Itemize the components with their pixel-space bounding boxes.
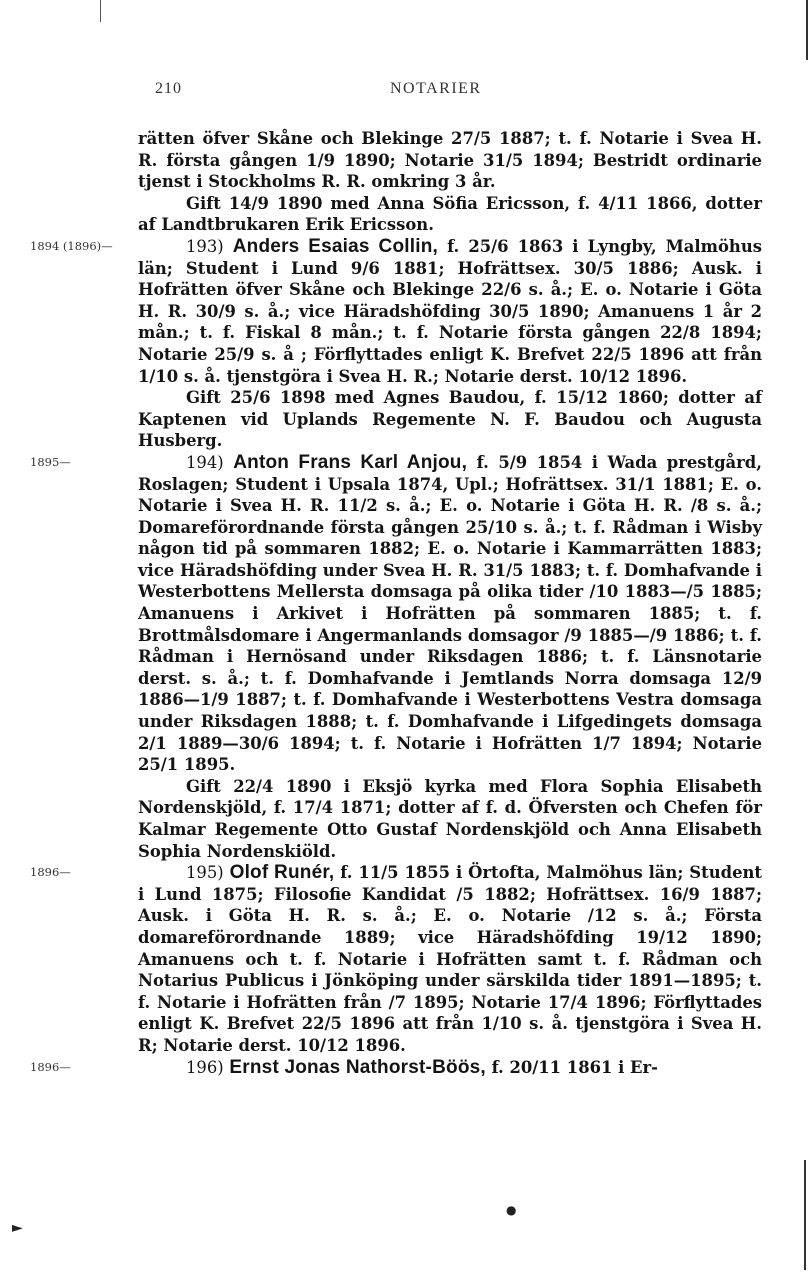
entry-name: Ernst Jonas Nathorst-Böös, [229,1056,486,1078]
entry-text: f. 25/6 1863 i Lyngby, Malmöhus län; Student i Lund 9/6 1881; Hofrättsex. 30/5 1886; Ausk. i Hofrätten öfver Skåne och Blekinge 22/6 s. å.; E. o. Notarie i Göta H. R. 30/9 s. å.; vice Häradshöfding 30/5 1890; Amanuens 1 år 2 mån.; t. f. Fiskal 8 mån.; t. f. Notarie första gången 22/8 1894; Notarie 25/9 s. å ; Förflyttades enligt K. Brefvet 22/5 1896 att från 1/10 s. å. tjenstgöra i Svea H. R.; Notarie derst. 10/12 1896. [138,236,762,386]
entry-number: 195) [186,863,224,883]
scan-edge-line [100,0,101,22]
entry-194 [30,451,762,862]
page-header [0,80,808,104]
scan-edge-line [804,1160,806,1270]
margin-year: 1896— [30,865,71,880]
entry-text: f. 20/11 1861 i Er- [491,1057,658,1077]
entry-text: f. 11/5 1855 i Örtofta, Malmöhus län; Student i Lund 1875; Filosofie Kandidat /5 1882; Hofrättsex. 16/9 1887; Ausk. i Göta H. R. s. å.; E. o. Notarie /12 s. å.; Första domareförordnande 1889; vice Häradshöfding 19/12 1890; Amanuens och t. f. Notarie i Hofrätten samt t. f. Rådman och Notarius Publicus i Jönköping under särskilda tider 1891—1895; t. f. Notarie i Hofrätten från /7 1895; Notarie 17/4 1896; Förflyttades enligt K. Brefvet 22/5 1896 att från 1/10 s. å. tjenstgöra i Svea H. R; Notarie derst. 10/12 1896. [138,863,762,1055]
entry-195 [30,862,762,1056]
page-text [30,128,762,1078]
scan-corner-mark: ► [12,1220,23,1236]
entry-text: f. 5/9 1854 i Wada prestgård, Roslagen; Student i Upsala 1874, Upl.; Hofrättsex. 31/1 1881; E. o. Notarie i Svea H. R. 11/2 s. å.; E. o. Notarie i Göta H. R. /8 s. å.; Domareförordnande första gången 25/10 s. å.; t. f. Rådman i Wisby någon tid på sommaren 1882; E. o. Notarie i Kammarrätten 1883; vice Häradshöfding under Svea H. R. 31/5 1883; t. f. Domhafvande i Westerbottens Mellersta domsaga på olika tider /10 1883—/5 1885; Amanuens i Arkivet i Hofrätten på sommaren 1885; t. f. Brottmålsdomare i Angermanlands domsagor /9 1885—/9 1886; t. f. Rådman i Hernösand under Riksdagen 1886; t. f. Länsnotarie derst. s. å.; t. f. Domhafvande i Jemtlands Norra domsaga 12/9 1886—1/9 1887; t. f. Domhafvande i Westerbottens Vestra domsaga under Riksdagen 1888; t. f. Domhafvande i Lifgedingets domsaga 2/1 1889—30/6 1894; t. f. Notarie i Hofrätten 1/7 1894; Notarie 25/1 1895. [138,452,762,775]
entry-number: 193) [186,236,224,256]
page-number: 210 [155,80,182,97]
margin-year: 1895— [30,454,71,469]
intro-marriage: Gift 14/9 1890 med Anna Söfia Ericsson, f. 4/11 1866, dotter af Landtbrukaren Erik Ericsson. [138,193,762,235]
entry-193 [30,235,762,452]
entry-196 [30,1056,762,1079]
entry-name: Anders Esaias Collin, [232,235,438,257]
entry-paragraph [138,236,762,387]
margin-year: 1894 (1896)— [30,238,113,253]
margin-year: 1896— [30,1059,71,1074]
entry-paragraph [138,1057,762,1079]
scan-dot-mark: ● [506,1203,517,1217]
entry-marriage: Gift 22/4 1890 i Eksjö kyrka med Flora Sophia Elisabeth Nordenskjöld, f. 17/4 1871; dotter af f. d. Öfversten och Chefen för Kalmar Regemente Otto Gustaf Nordenskjöld och Anna Elisabeth Sophia Nordenskiöld. [138,776,762,861]
entry-marriage: Gift 25/6 1898 med Agnes Baudou, f. 15/12 1860; dotter af Kaptenen vid Uplands Regemente N. F. Baudou och Augusta Husberg. [138,388,762,451]
entry-name: Anton Frans Karl Anjou, [233,451,468,473]
entry-paragraph [138,452,762,776]
running-head: NOTARIER [390,80,482,97]
entry-number: 194) [186,452,224,472]
entry-number: 196) [186,1057,224,1077]
entry-paragraph [138,862,762,1056]
entry-name: Olof Runér, [229,862,335,884]
intro-paragraph: rätten öfver Skåne och Blekinge 27/5 1887; t. f. Notarie i Svea H. R. första gången 1/9 1890; Notarie 31/5 1894; Bestridt ordinarie tjenst i Stockholms R. R. omkring 3 år. [138,129,762,192]
